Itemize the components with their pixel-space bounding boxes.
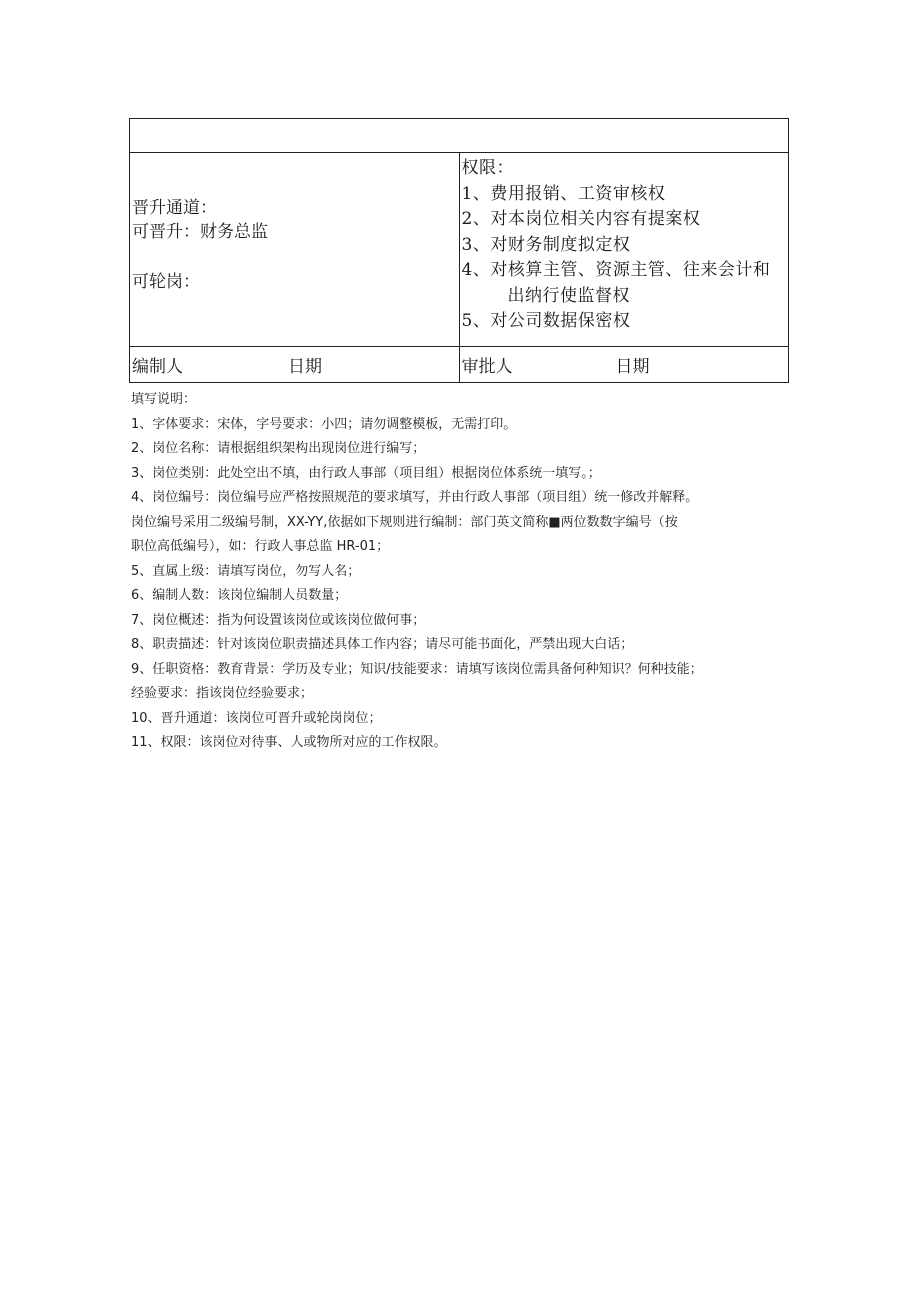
authority-cell	[459, 153, 789, 347]
promotion-cell	[130, 153, 460, 347]
instruction-line: 6、编制人数：该岗位编制人员数量；	[131, 588, 348, 603]
preparer-cell	[130, 347, 460, 383]
instruction-line: 1、字体要求：宋体，字号要求：小四；请勿调整模板，无需打印。	[131, 416, 517, 432]
instruction-line: 4、岗位编号：岗位编号应严格按照规范的要求填写，并由行政人事部（项目组）统一修改并解释。	[131, 490, 699, 505]
instruction-line: 岗位编号采用二级编号制，XX-YY,依据如下规则进行编制：部门英文简称■两位数数字编号（按	[131, 514, 678, 530]
authority-item: 4、对核算主管、资源主管、往来会计和	[461, 260, 771, 280]
approver-cell	[459, 347, 789, 383]
blank-cell	[130, 119, 789, 153]
filling-instructions	[131, 388, 811, 756]
approver-label: 审批人	[461, 357, 513, 377]
preparer-date-label: 日期	[288, 357, 322, 377]
authority-item: 1、费用报销、工资审核权	[461, 183, 666, 204]
instruction-line: 3、岗位类别：此处空出不填，由行政人事部（项目组）根据岗位体系统一填写。；	[131, 465, 601, 481]
rotation-label: 可轮岗：	[132, 272, 200, 292]
authority-item: 3、对财务制度拟定权	[461, 234, 631, 255]
authority-item: 5、对公司数据保密权	[461, 311, 631, 331]
instruction-line: 7、岗位概述：指为何设置该岗位或该岗位做何事；	[131, 612, 426, 628]
job-description-table	[129, 118, 789, 383]
instruction-line: 经验要求：指该岗位经验要求；	[131, 686, 314, 701]
instruction-line: 2、岗位名称：请根据组织架构出现岗位进行编写；	[131, 441, 426, 456]
authority-item-continuation: 出纳行使监督权	[507, 285, 630, 306]
instruction-line: 8、职责描述：针对该岗位职责描述具体工作内容；请尽可能书面化，严禁出现大白话；	[131, 637, 634, 652]
signature-row	[130, 347, 789, 383]
promotion-authority-row	[130, 153, 789, 347]
promotion-heading: 晋升通道：	[132, 198, 217, 218]
instruction-line: 9、任职资格：教育背景：学历及专业；知识/技能要求：请填写该岗位需具备何种知识？何种技能；	[131, 661, 703, 677]
instruction-line: 10、晋升通道：该岗位可晋升或轮岗岗位；	[131, 710, 382, 726]
instruction-line: 11、权限：该岗位对待事、人或物所对应的工作权限。	[131, 735, 447, 750]
preparer-label: 编制人	[132, 357, 183, 377]
instruction-line: 职位高低编号），如：行政人事总监 HR-01；	[131, 539, 390, 554]
approver-date-label: 日期	[615, 357, 650, 377]
authority-item: 2、对本岗位相关内容有提案权	[461, 209, 701, 229]
instructions-title: 填写说明：	[131, 392, 197, 407]
instruction-line: 5、直属上级：请填写岗位，勿写人名；	[131, 563, 361, 579]
authority-heading: 权限：	[461, 158, 514, 178]
blank-row	[130, 119, 789, 153]
promotion-target: 可晋升：财务总监	[132, 222, 268, 242]
